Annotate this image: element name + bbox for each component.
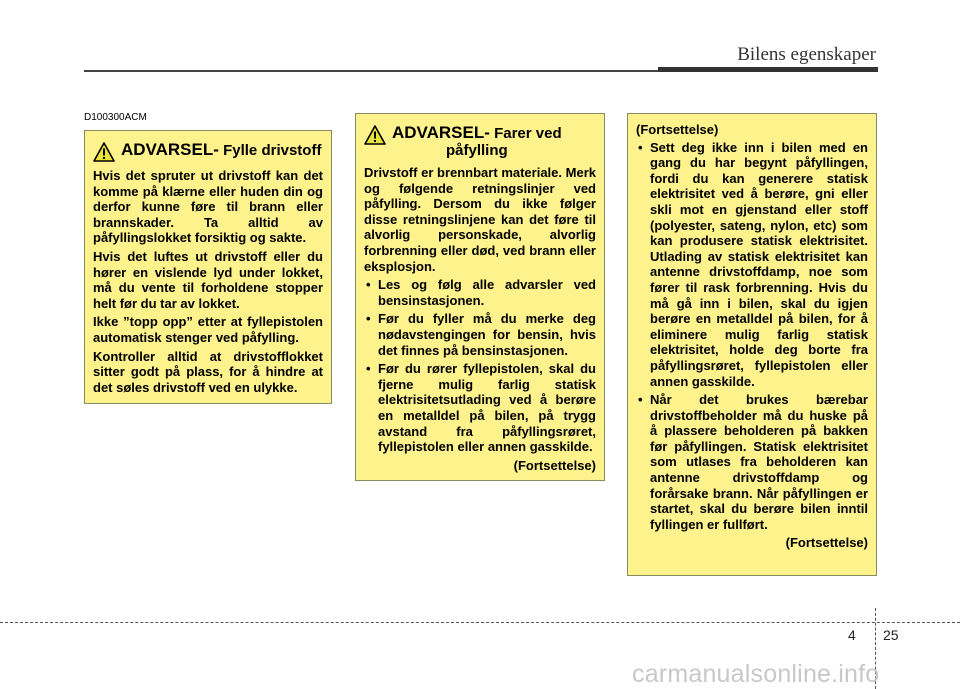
warning-box-hazards <box>355 113 605 481</box>
bullet-list <box>364 277 596 455</box>
warning-title <box>364 124 596 159</box>
warning-subject: Farer ved <box>489 125 562 142</box>
warning-subject-line2: påfylling <box>445 142 508 159</box>
paragraph: Kontroller alltid at drivstofflokket sitter godt på plass, for å hindre at det søles drivstoff ved en ulykke. <box>93 348 323 395</box>
warning-label: ADVARSEL- <box>392 123 490 142</box>
warning-triangle-icon <box>93 142 115 162</box>
warning-box-refuel <box>84 130 332 404</box>
paragraph: Hvis det luftes ut drivstoff eller du hører en vislende lyd under lokket, må du vente til forholdene stopper helt før du tar av lokket. <box>93 248 323 311</box>
list-item: • Før du rører fyllepistolen, skal du fjerne mulig farlig statisk elektrisitetsutlading ved å berøre en metalldel på bilen, på trygg avstand fra påfyllingsrøret, fyllepistolen eller annen gasskilde. <box>366 361 596 455</box>
warning-subject: Fylle drivstoff <box>218 142 322 159</box>
continued-from-label: (Fortsettelse) <box>636 122 719 137</box>
paragraph: Ikke ”topp opp” etter at fyllepistolen automatisk stenger ved påfylling. <box>93 314 323 345</box>
header-title: Bilens egenskaper <box>737 44 876 65</box>
warning-title <box>93 141 323 162</box>
page-number: 25 <box>883 627 899 643</box>
continued-label: (Fortsettelse) <box>785 535 868 551</box>
section-code: D100300ACM <box>84 112 147 123</box>
watermark: carmanualsonline.info <box>632 660 880 688</box>
bullet-list <box>636 140 868 533</box>
list-item: • Når det brukes bærebar drivstoffbeholder må du huske på å plassere beholderen på bakken før påfyllingen. Statisk elektrisitet som utlases fra beholderen kan antenne drivstoffdamp og forårsake brann. Når påfyllingen er startet, skal du berøre bilen inntil fyllingen er fullført. <box>638 392 868 532</box>
header-rule-accent <box>658 67 878 72</box>
warning-label: ADVARSEL- <box>121 140 219 159</box>
list-item: • Les og følg alle advarsler ved bensinstasjonen. <box>366 277 596 308</box>
list-item: • Sett deg ikke inn i bilen med en gang du har begynt påfyllingen, fordi du kan generere statisk elektrisitet ved å berøre, gni eller skli mot en gjenstand eller stoff (polyester, sateng, nylon, etc) som kan produsere statisk elektrisitet. Utlading av statisk elektrisitet kan antenne drivstoffdamp, noe som fører til rask forbrenning. Hvis du må gå inn i bilen, skal du igjen berøre en metalldel på bilen, for å eliminere mulig farlig statisk elektrisitet, holde deg borte fra påfyllingsrøret, fyllepistolen eller annen gasskilde. <box>638 139 868 389</box>
warning-triangle-icon <box>364 125 386 145</box>
warning-box-continued <box>627 113 877 576</box>
paragraph: Drivstoff er brennbart materiale. Merk og følgende retningslinjer ved påfylling. Dersom du ikke følger disse retningslinjene kan det føre til alvorlig personskade, alvorlig forbrenning eller død, ved brann eller eksplosjon. <box>364 165 596 274</box>
paragraph: Hvis det spruter ut drivstoff kan det komme på klærne eller huden din og derfor kunne føre til brann eller brannskader. Ta alltid av påfyllingslokket forsiktig og sakte. <box>93 168 323 246</box>
chapter-number: 4 <box>848 627 856 643</box>
footer-rule <box>0 622 960 623</box>
continued-label: (Fortsettelse) <box>513 457 596 473</box>
list-item: • Før du fyller må du merke deg nødavstengingen for bensin, hvis det finnes på bensinstasjonen. <box>366 311 596 358</box>
